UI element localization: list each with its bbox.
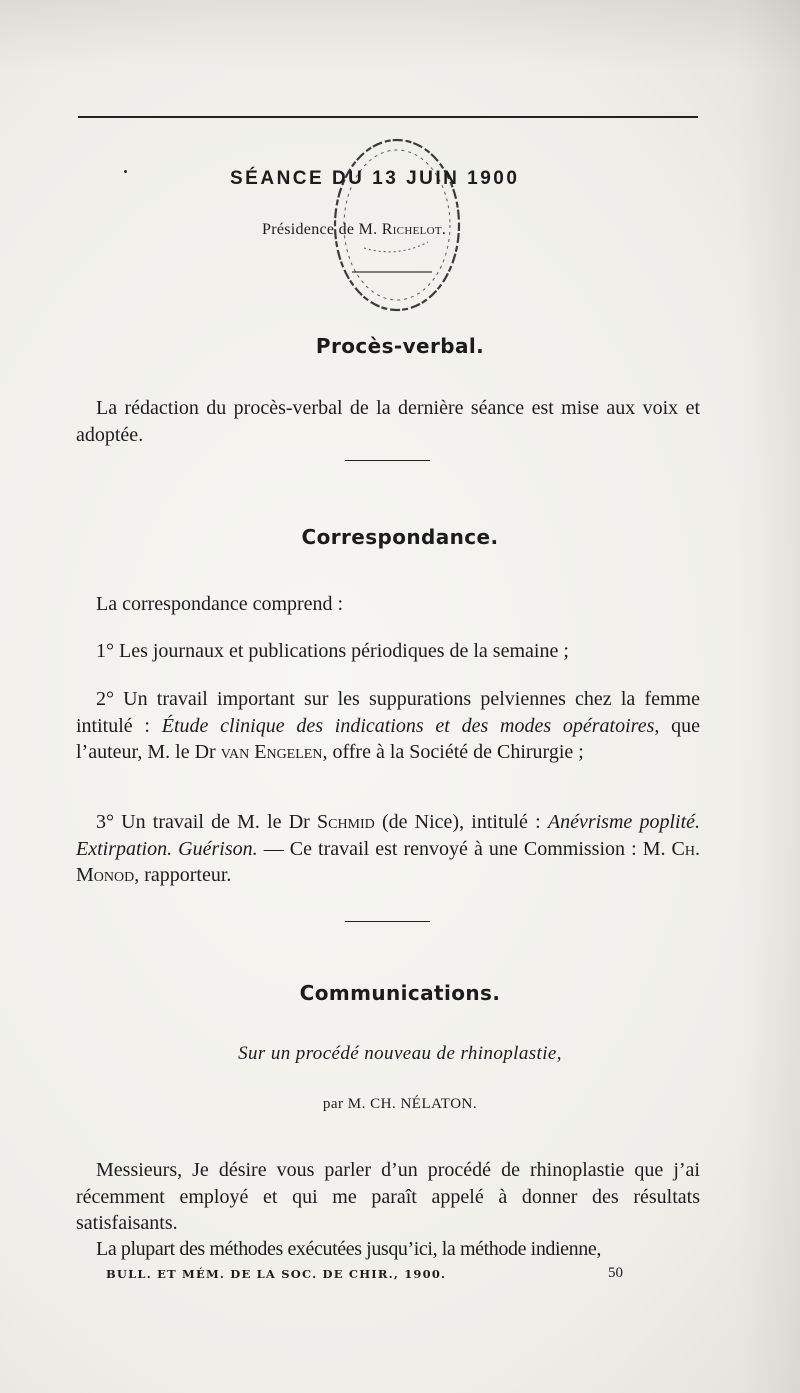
section-divider-1 bbox=[345, 460, 430, 461]
president-name: Richelot. bbox=[381, 221, 447, 238]
item2-text-c: , offre à la Société de Chirurgie ; bbox=[322, 741, 584, 763]
heading-proces-verbal: Procès-verbal. bbox=[315, 334, 485, 358]
item2-author: van Engelen bbox=[220, 741, 323, 763]
communication-byline: par M. CH. NÉLATON. bbox=[322, 1096, 478, 1112]
item3-text-d: , rapporteur. bbox=[134, 864, 232, 886]
item3-text-b: (de Nice), intitulé : bbox=[374, 811, 548, 833]
item2-text-a: 2° Un travail important sur les suppurations pelviennes chez la femme intitulé : bbox=[76, 688, 700, 737]
item3-text-a: 3° Un travail de M. le Dr bbox=[96, 811, 317, 833]
item3-author: Schmid bbox=[316, 811, 375, 833]
correspondance-item-2 bbox=[76, 686, 700, 766]
correspondance-item-3 bbox=[76, 809, 700, 889]
heading-communications: Communications. bbox=[299, 981, 501, 1005]
item3-rapporteur: Ch. Monod bbox=[76, 837, 700, 886]
item3-text-c: — Ce travail est renvoyé à une Commission : M. bbox=[257, 837, 672, 860]
correspondance-item-1: 1° Les journaux et publications périodiques de la semaine ; bbox=[96, 640, 569, 662]
communication-title: Sur un procédé nouveau de rhinoplastie, bbox=[238, 1043, 562, 1064]
item3-title: Anévrisme poplité. Extirpation. Guérison. bbox=[76, 811, 700, 860]
communication-paragraph-2: La plupart des méthodes exécutées jusqu’ici, la méthode indienne, bbox=[96, 1238, 601, 1260]
communication-paragraph-1: Messieurs, Je désire vous parler d’un procédé de rhinoplastie que j’ai récemment employé et qui me paraît appelé à donner des résultats satisfaisants. bbox=[76, 1159, 700, 1234]
ink-dot bbox=[124, 170, 127, 173]
correspondance-intro: La correspondance comprend : bbox=[96, 593, 344, 615]
proces-verbal-text: La rédaction du procès-verbal de la dernière séance est mise aux voix et adoptée. bbox=[76, 397, 700, 446]
page-edge-shading bbox=[740, 0, 800, 1393]
section-divider-2 bbox=[345, 921, 430, 922]
item2-text-b: , que l’auteur, M. le Dr bbox=[76, 714, 700, 763]
seance-title: SÉANCE DU 13 JUIN 1900 bbox=[230, 168, 520, 189]
footer-citation: BULL. ET MÉM. DE LA SOC. DE CHIR., 1900. bbox=[106, 1267, 447, 1281]
presidence-prefix: Présidence de M. bbox=[262, 221, 378, 238]
page-top-shading bbox=[0, 0, 800, 70]
item2-title: Étude clinique des indications et des modes opératoires bbox=[161, 714, 655, 737]
presidence-line bbox=[262, 221, 562, 239]
heading-correspondance: Correspondance. bbox=[301, 525, 499, 549]
top-rule bbox=[78, 116, 698, 118]
page-number: 50 bbox=[608, 1265, 623, 1281]
